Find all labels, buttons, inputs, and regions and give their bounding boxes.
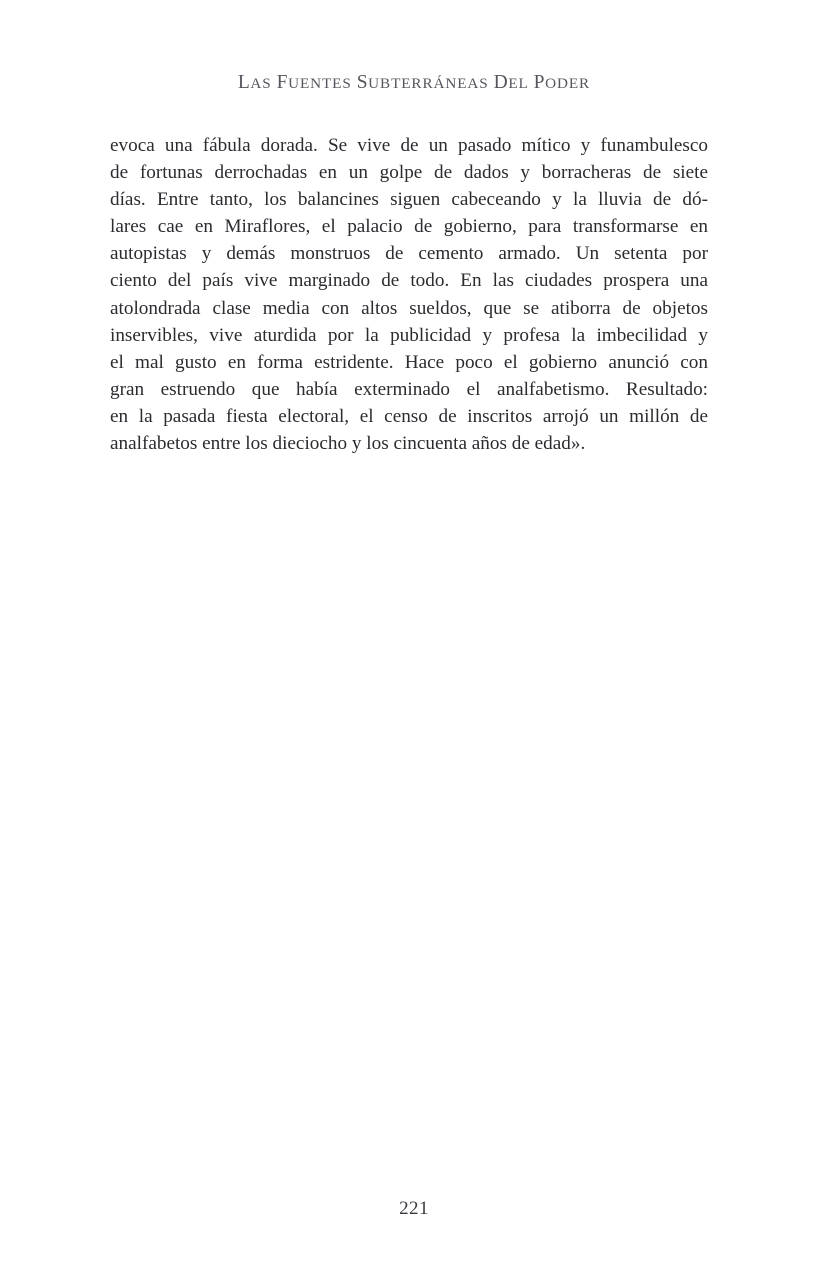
running-header-smallcaps: EL xyxy=(508,75,529,92)
running-header-initial: S xyxy=(356,72,369,93)
text-line: inservibles, vive aturdida por la publicidad y profesa la imbecilidad y xyxy=(110,324,708,346)
running-header-smallcaps: AS xyxy=(250,75,272,92)
running-header-word xyxy=(356,72,489,93)
text-line: en la pasada fiesta electoral, el censo de inscritos arrojó un millón de xyxy=(110,405,708,427)
running-header-initial: P xyxy=(533,72,546,93)
text-line: evoca una fábula dorada. Se vive de un pasado mítico y funambulesco xyxy=(110,135,708,156)
page-number: 221 xyxy=(399,1198,429,1219)
text-line: autopistas y demás monstruos de cemento armado. Un setenta por xyxy=(110,243,708,265)
running-header-initial: F xyxy=(276,72,289,93)
running-header-word xyxy=(493,72,529,93)
text-line: de fortunas derrochadas en un golpe de dados y borracheras de siete xyxy=(110,162,708,184)
running-header-smallcaps: UENTES xyxy=(288,75,352,92)
running-header xyxy=(0,72,828,95)
running-header-initial: D xyxy=(493,72,509,93)
running-header-word xyxy=(533,72,591,93)
running-header-initial: L xyxy=(237,72,251,93)
text-line: analfabetos entre los dieciocho y los cincuenta años de edad». xyxy=(110,433,586,455)
text-line: atolondrada clase media con altos sueldos, que se atiborra de objetos xyxy=(110,297,708,319)
running-header-smallcaps: UBTERRÁNEAS xyxy=(368,75,489,92)
text-line: gran estruendo que había exterminado el analfabetismo. Resultado: xyxy=(110,378,708,400)
text-line: días. Entre tanto, los balancines siguen cabeceando y la lluvia de dó- xyxy=(110,189,708,211)
running-header-smallcaps: ODER xyxy=(545,75,591,92)
running-header-word xyxy=(237,72,272,93)
text-line: el mal gusto en forma estridente. Hace poco el gobierno anunció con xyxy=(110,351,708,373)
text-line: ciento del país vive marginado de todo. En las ciudades prospera una xyxy=(110,270,708,292)
body-paragraph xyxy=(110,132,708,457)
running-header-word xyxy=(276,72,352,93)
text-line: lares cae en Miraflores, el palacio de gobierno, para transformarse en xyxy=(110,216,708,238)
